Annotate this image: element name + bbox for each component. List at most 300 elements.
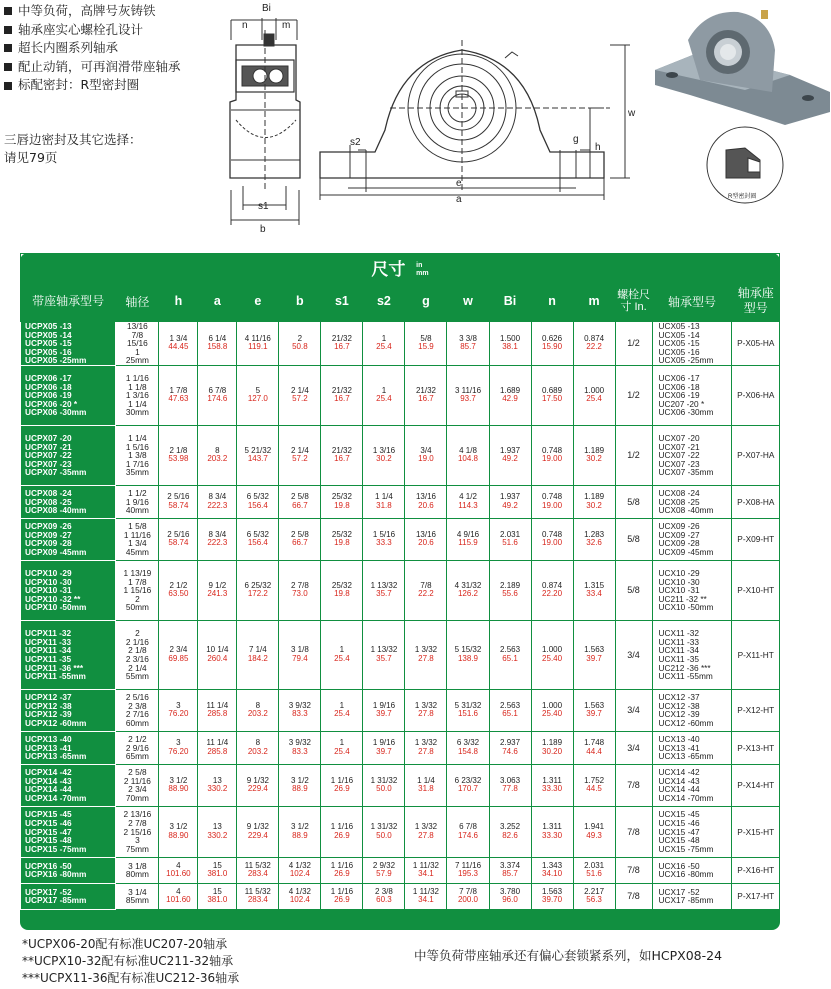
dimension-cell	[198, 857, 237, 883]
bearing-number: UCX15 -46	[658, 818, 700, 829]
dimension-mm: 172.2	[247, 589, 268, 599]
dimension-mm: 42.9	[502, 394, 518, 404]
bore-size: 40mm	[125, 505, 149, 516]
bore-size: 2 3/8	[128, 700, 147, 711]
bore-size: 2	[135, 628, 140, 639]
dimension-inch: 1.748	[584, 738, 605, 748]
bearing-cell	[652, 365, 732, 425]
label-m: m	[282, 20, 291, 31]
dimension-cell	[198, 689, 237, 731]
model-number: UCPX11 -32	[25, 628, 72, 639]
bearing-number: UC207 -20 *	[658, 398, 705, 409]
bearing-number: UCX10 -50mm	[658, 602, 714, 613]
label-b: b	[260, 224, 266, 235]
dimension-mm: 53.98	[168, 454, 189, 464]
dimension-cell	[573, 425, 615, 485]
column-header: m	[573, 281, 615, 322]
dimension-cell	[159, 883, 198, 909]
housing-cell: P-X13-HT	[732, 731, 780, 764]
bolt-size-cell: 3/4	[615, 731, 652, 764]
table-row	[21, 620, 780, 689]
dimension-cell	[321, 425, 363, 485]
dimension-cell	[237, 365, 279, 425]
dimension-mm: 151.6	[457, 709, 479, 719]
dimension-cell	[573, 620, 615, 689]
dimension-cell	[237, 425, 279, 485]
model-cell	[21, 731, 116, 764]
dimension-cell	[531, 806, 573, 857]
dimension-cell	[363, 764, 405, 806]
dimension-mm: 74.6	[502, 746, 518, 756]
dimension-inch: 21/32	[331, 385, 352, 395]
dimension-inch: 3 1/2	[290, 775, 309, 785]
dimension-inch: 10 1/4	[206, 645, 229, 655]
dimension-inch: 2 5/8	[290, 529, 309, 539]
dimension-mm: 88.9	[292, 784, 308, 794]
bore-cell	[116, 560, 159, 620]
label-s1: s1	[258, 201, 269, 212]
dimension-mm: 19.00	[542, 538, 563, 548]
dimension-cell	[531, 857, 573, 883]
dimension-mm: 30.20	[542, 746, 563, 756]
dimension-cell	[573, 806, 615, 857]
dimension-mm: 15.90	[542, 342, 563, 352]
dimension-cell	[531, 425, 573, 485]
dimension-cell	[363, 731, 405, 764]
dimension-mm: 22.2	[418, 589, 434, 599]
dimension-inch: 1 1/16	[330, 775, 354, 785]
dimension-cell	[279, 806, 321, 857]
dimension-cell	[279, 764, 321, 806]
dimension-inch: 13	[212, 775, 222, 785]
dimension-cell	[237, 518, 279, 560]
dimension-inch: 1 13/32	[370, 580, 398, 590]
dimension-mm: 283.4	[247, 895, 268, 905]
bore-size: 75mm	[125, 843, 149, 854]
bearing-number: UCX11 -34	[658, 645, 699, 656]
bearing-number: UCX07 -20	[658, 432, 700, 443]
dimension-inch: 25/32	[331, 580, 352, 590]
bore-size: 3	[135, 835, 140, 846]
dimension-mm: 34.10	[542, 869, 563, 879]
seal-caption: R型密封圈	[728, 194, 757, 200]
model-number: UCPX15 -75mm	[25, 843, 87, 854]
dimension-inch: 1.000	[542, 700, 563, 710]
dimension-inch: 2 5/8	[290, 492, 309, 502]
bearing-number: UCX08 -24	[658, 488, 700, 499]
dimension-mm: 19.8	[334, 589, 350, 599]
dimension-inch: 11 1/4	[206, 738, 229, 748]
dimension-inch: 1 31/32	[370, 822, 398, 832]
dimension-mm: 27.8	[418, 653, 434, 663]
dimension-inch: 1 3/4	[169, 333, 188, 343]
bore-cell	[116, 620, 159, 689]
dimension-inch: 5 15/32	[454, 645, 482, 655]
dimension-inch: 1.000	[542, 645, 563, 655]
dimension-cell	[447, 764, 489, 806]
bearing-cell	[652, 806, 732, 857]
dimension-cell	[237, 731, 279, 764]
dimension-inch: 1 1/4	[375, 492, 393, 502]
dimension-mm: 156.4	[247, 538, 268, 548]
dimension-inch: 15	[212, 886, 222, 896]
dimension-cell	[321, 560, 363, 620]
bore-size: 60mm	[125, 718, 149, 729]
bore-size: 1 3/16	[125, 390, 149, 401]
model-cell	[21, 485, 116, 518]
dimension-mm: 143.7	[247, 454, 268, 464]
bore-size: 1 1/4	[128, 432, 147, 443]
dimension-cell	[363, 620, 405, 689]
dimension-inch: 6 5/32	[246, 492, 269, 502]
dimension-cell	[447, 857, 489, 883]
bearing-cell	[652, 883, 732, 909]
dimension-cell	[321, 485, 363, 518]
model-number: UCPX07 -23	[25, 458, 72, 469]
model-number: UCPX14 -44	[25, 784, 72, 795]
dimension-inch: 6 7/8	[459, 822, 477, 832]
housing-cell: P-X05-HA	[732, 322, 780, 366]
dimension-cell	[405, 485, 447, 518]
side-view	[230, 18, 300, 225]
dimension-inch: 3.780	[500, 886, 521, 896]
bearing-number: UCX16 -50	[658, 860, 700, 871]
model-number: UCPX15 -48	[25, 835, 72, 846]
bore-cell	[116, 425, 159, 485]
footnote: ***UCPX11-36配有标准UC212-36轴承	[22, 971, 240, 985]
dimension-cell	[573, 883, 615, 909]
dimension-cell	[279, 620, 321, 689]
dimension-inch: 1.563	[542, 886, 563, 896]
dimension-inch: 1	[339, 645, 345, 655]
bore-size: 2 3/4	[128, 784, 147, 795]
bore-size: 2 1/4	[128, 662, 147, 673]
dimension-cell	[198, 806, 237, 857]
dimension-cell	[321, 883, 363, 909]
bearing-number: UCX05 -25mm	[658, 355, 714, 366]
dimension-inch: 3 9/32	[288, 738, 311, 748]
dimension-cell	[321, 518, 363, 560]
dimension-inch: 1.689	[500, 385, 521, 395]
dimension-cell	[447, 806, 489, 857]
dimension-inch: 5/8	[420, 333, 432, 343]
bearing-number: UCX11 -55mm	[658, 671, 713, 682]
dimension-cell	[447, 883, 489, 909]
bearing-cell	[652, 485, 732, 518]
housing-cell: P-X12-HT	[732, 689, 780, 731]
dimension-cell	[405, 365, 447, 425]
model-number: UCPX16 -50	[25, 860, 72, 871]
dimension-cell	[405, 857, 447, 883]
model-cell	[21, 764, 116, 806]
dimension-cell	[573, 518, 615, 560]
dimension-cell	[573, 689, 615, 731]
dimension-mm: 285.8	[207, 746, 228, 756]
dimension-cell	[573, 322, 615, 366]
model-number: UCPX11 -33	[25, 636, 72, 647]
dimension-inch: 3 1/2	[169, 775, 188, 785]
table-row	[21, 560, 780, 620]
seal-detail	[707, 127, 783, 203]
bearing-number: UCX14 -42	[658, 767, 700, 778]
dimension-mm: 50.0	[376, 830, 392, 840]
bearing-number: UCX10 -30	[658, 576, 700, 587]
dimension-inch: 2.937	[500, 738, 521, 748]
model-number: UCPX10 -32 **	[25, 593, 81, 604]
dimension-cell	[321, 764, 363, 806]
bore-cell	[116, 518, 159, 560]
dimension-inch: 7 7/8	[459, 886, 477, 896]
dimension-cell	[363, 560, 405, 620]
dimension-mm: 174.6	[457, 830, 479, 840]
housing-cell: P-X16-HT	[732, 857, 780, 883]
dimension-cell	[489, 620, 531, 689]
dimension-inch: 9 1/32	[246, 775, 269, 785]
feature-text: 中等负荷，高牌号灰铸铁	[18, 3, 156, 18]
model-number: UCPX07 -21	[25, 441, 72, 452]
dimension-inch: 3 3/8	[459, 333, 477, 343]
dimension-mm: 82.6	[502, 830, 518, 840]
dimension-inch: 1 9/16	[372, 700, 396, 710]
dimension-mm: 34.1	[418, 869, 434, 879]
dimension-mm: 170.7	[457, 784, 479, 794]
bore-cell	[116, 764, 159, 806]
dimension-inch: 0.874	[542, 580, 563, 590]
dimension-inch: 4 1/32	[288, 886, 311, 896]
model-number: UCPX12 -38	[25, 700, 72, 711]
column-header: Bi	[489, 281, 531, 322]
dimension-cell	[279, 365, 321, 425]
model-number: UCPX16 -80mm	[25, 869, 87, 880]
bore-size: 30mm	[125, 407, 149, 418]
dimension-mm: 76.20	[168, 709, 189, 719]
dimension-cell	[237, 620, 279, 689]
dimension-inch: 1 31/32	[370, 775, 398, 785]
dimension-cell	[159, 485, 198, 518]
bore-cell	[116, 806, 159, 857]
dimension-cell	[279, 731, 321, 764]
dimension-inch: 3	[176, 738, 181, 748]
bearing-number: UCX17 -85mm	[658, 895, 714, 906]
model-cell	[21, 425, 116, 485]
dimension-mm: 16.7	[334, 454, 350, 464]
dimension-cell	[237, 806, 279, 857]
dimension-mm: 60.3	[376, 895, 392, 905]
dimension-inch: 6 7/8	[208, 385, 227, 395]
dimension-cell	[489, 425, 531, 485]
dimension-cell	[489, 365, 531, 425]
model-cell	[21, 806, 116, 857]
dimension-inch: 9 1/32	[246, 822, 269, 832]
table-row	[21, 764, 780, 806]
dimension-cell	[405, 883, 447, 909]
model-number: UCPX15 -45	[25, 809, 72, 820]
model-number: UCPX09 -28	[25, 538, 72, 549]
label-e: e	[456, 178, 462, 189]
dimension-inch: 3 1/8	[290, 645, 309, 655]
model-number: UCPX14 -70mm	[25, 793, 87, 804]
table-row	[21, 806, 780, 857]
table-row	[21, 365, 780, 425]
dimension-cell	[321, 365, 363, 425]
dimension-cell	[321, 806, 363, 857]
dimension-inch: 4 31/32	[454, 580, 482, 590]
label-h: h	[595, 142, 601, 153]
dimension-inch: 25/32	[331, 529, 352, 539]
column-header: n	[531, 281, 573, 322]
dimension-inch: 1.315	[584, 580, 605, 590]
dimension-inch: 1.343	[542, 860, 563, 870]
dimension-cell	[279, 689, 321, 731]
model-number: UCPX05 -13	[25, 321, 72, 331]
dimension-inch: 1.937	[500, 445, 521, 455]
bore-size: 2 5/16	[125, 692, 149, 703]
dimension-inch: 2 1/4	[290, 385, 309, 395]
dimension-cell	[159, 689, 198, 731]
dimension-inch: 1	[339, 700, 345, 710]
dimension-inch: 2.189	[500, 580, 521, 590]
dimension-inch: 8 3/4	[208, 492, 227, 502]
housing-cell: P-X14-HT	[732, 764, 780, 806]
bore-size: 2 5/8	[128, 767, 147, 778]
model-number: UCPX10 -50mm	[25, 602, 87, 613]
dimension-cell	[405, 322, 447, 366]
dimension-cell	[405, 620, 447, 689]
dimension-cell	[573, 731, 615, 764]
bearing-number: UCX09 -45mm	[658, 547, 714, 558]
dimension-cell	[321, 322, 363, 366]
unit-label	[416, 262, 428, 278]
dimension-mm: 57.9	[376, 869, 392, 879]
dimension-mm: 126.2	[457, 589, 479, 599]
housing-cell: P-X09-HT	[732, 518, 780, 560]
dimension-cell	[159, 365, 198, 425]
dimension-cell	[279, 518, 321, 560]
bearing-number: UCX11 -32	[658, 628, 699, 639]
dimension-inch: 2 3/4	[169, 645, 188, 655]
table-row	[21, 425, 780, 485]
bearing-number: UCX06 -30mm	[658, 407, 714, 418]
column-header: s2	[363, 281, 405, 322]
column-header: e	[237, 281, 279, 322]
dimension-mm: 31.8	[418, 784, 434, 794]
dimension-mm: 35.7	[376, 589, 392, 599]
dimension-mm: 16.7	[334, 394, 350, 404]
table-row	[21, 322, 780, 366]
dimension-mm: 88.90	[168, 830, 189, 840]
bore-size: 1	[135, 346, 140, 357]
bolt-size-cell: 3/4	[615, 689, 652, 731]
dimension-cell	[405, 731, 447, 764]
dimension-mm: 19.8	[334, 538, 350, 548]
dimension-inch: 1.500	[500, 333, 521, 343]
dimension-mm: 27.8	[418, 746, 434, 756]
dimension-mm: 73.0	[292, 589, 308, 599]
dimension-cell	[531, 485, 573, 518]
dimension-mm: 184.2	[247, 653, 268, 663]
dimension-inch: 2.031	[500, 529, 521, 539]
dimension-mm: 114.3	[458, 500, 478, 510]
dimension-inch: 8	[255, 738, 261, 748]
bore-cell	[116, 883, 159, 909]
bore-size: 85mm	[125, 895, 149, 906]
dimension-inch: 2 1/8	[169, 445, 188, 455]
bore-size: 2 1/16	[125, 636, 149, 647]
dimension-cell	[237, 857, 279, 883]
dimension-mm: 138.9	[457, 653, 479, 663]
bearing-number: UCX13 -40	[658, 734, 700, 745]
dimension-cell	[447, 620, 489, 689]
model-number: UCPX15 -47	[25, 826, 72, 837]
bearing-number: UCX12 -39	[658, 709, 700, 720]
model-number: UCPX06 -18	[25, 381, 72, 392]
dimension-cell	[159, 731, 198, 764]
dimension-cell	[363, 322, 405, 366]
dimension-mm: 26.9	[334, 784, 350, 794]
bore-cell	[116, 485, 159, 518]
dimension-inch: 1 13/32	[370, 645, 398, 655]
bearing-number: UCX07 -22	[658, 450, 700, 461]
dimension-cell	[237, 883, 279, 909]
dimension-cell	[198, 560, 237, 620]
bore-size: 35mm	[125, 467, 149, 478]
bearing-number: UCX14 -43	[658, 775, 700, 786]
dimension-mm: 83.3	[292, 709, 308, 719]
dimension-mm: 25.4	[376, 342, 392, 352]
table-row	[21, 731, 780, 764]
housing-cell: P-X11-HT	[732, 620, 780, 689]
dimension-mm: 33.30	[542, 830, 563, 840]
dimension-inch: 6 1/4	[208, 333, 227, 343]
label-Bi: Bi	[262, 3, 271, 14]
housing-cell: P-X17-HT	[732, 883, 780, 909]
model-number: UCPX12 -39	[25, 709, 72, 720]
bore-size: 80mm	[125, 869, 149, 880]
dimension-inch: 3.063	[500, 775, 521, 785]
table-row	[21, 518, 780, 560]
dimension-inch: 2.217	[584, 886, 605, 896]
dimension-mm: 38.1	[502, 342, 518, 352]
dimension-mm: 93.7	[460, 394, 476, 404]
bearing-number: UCX14 -44	[658, 784, 700, 795]
dimension-cell	[531, 518, 573, 560]
bore-size: 1 9/16	[125, 496, 149, 507]
dimension-mm: 44.4	[586, 746, 602, 756]
dimension-mm: 26.9	[334, 830, 350, 840]
dimension-mm: 25.4	[334, 746, 350, 756]
dimension-cell	[447, 322, 489, 366]
bore-size: 15/16	[127, 338, 148, 349]
bolt-size-cell: 7/8	[615, 883, 652, 909]
dimension-cell	[447, 731, 489, 764]
dimension-inch: 1 1/16	[330, 886, 354, 896]
dimension-cell	[447, 485, 489, 518]
bearing-cell	[652, 620, 732, 689]
feature-text: 配止动销，可再润滑带座轴承	[18, 58, 181, 74]
dimension-inch: 13	[212, 822, 222, 832]
bearing-cell	[652, 518, 732, 560]
dimension-cell	[363, 806, 405, 857]
dimension-inch: 1 9/16	[372, 738, 396, 748]
bolt-size-cell: 5/8	[615, 518, 652, 560]
dimension-cell	[159, 764, 198, 806]
pillow-block-diagram	[0, 0, 831, 250]
dimension-inch: 4 1/8	[459, 445, 477, 455]
dimension-mm: 76.20	[168, 746, 189, 756]
bolt-size-cell: 1/2	[615, 365, 652, 425]
dimension-mm: 16.7	[334, 342, 350, 352]
dimension-inch: 0.748	[542, 529, 563, 539]
